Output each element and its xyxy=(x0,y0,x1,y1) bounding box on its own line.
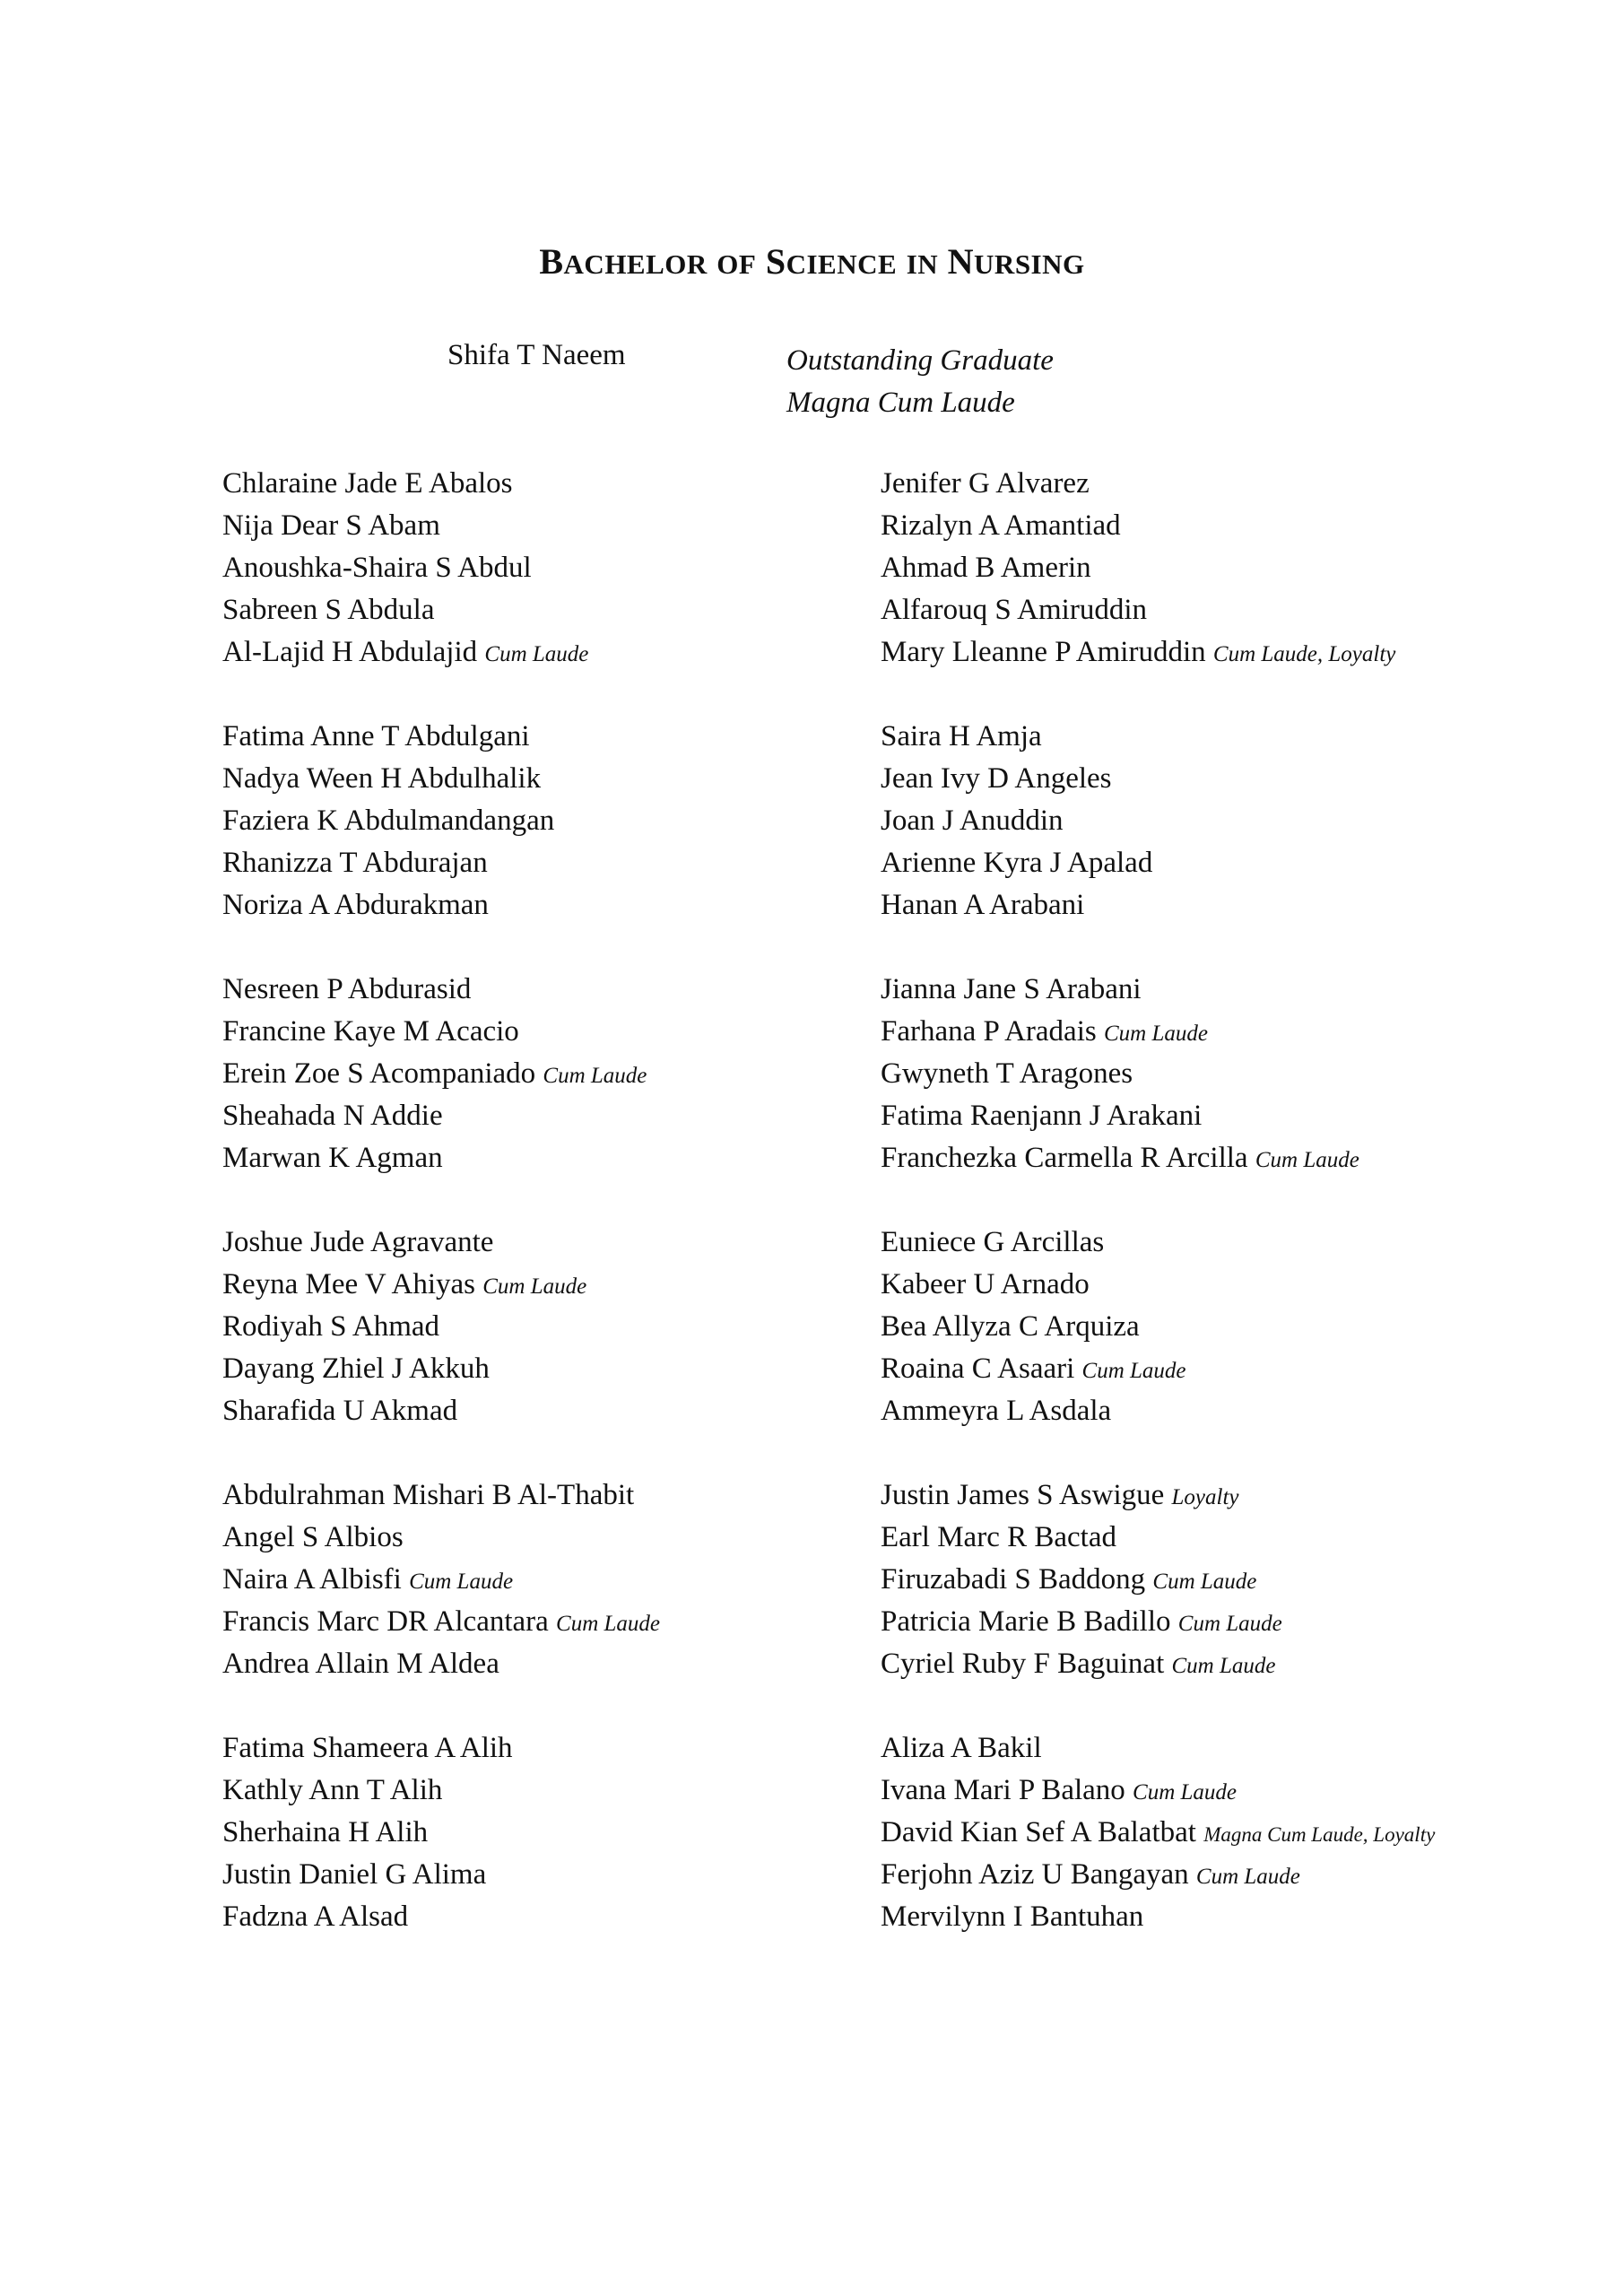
graduate-entry xyxy=(222,1896,660,1938)
graduate-name: Roaina C Asaari xyxy=(881,1352,1075,1385)
graduate-name: Nadya Ween H Abdulhalik xyxy=(222,762,542,795)
graduate-name: Justin Daniel G Alima xyxy=(222,1858,487,1891)
graduate-name: Farhana P Aradais xyxy=(881,1015,1097,1048)
graduate-name: Jenifer G Alvarez xyxy=(881,467,1090,500)
graduate-entry xyxy=(881,1601,1435,1643)
graduate-entry xyxy=(881,1770,1435,1812)
graduate-name: Sherhaina H Alih xyxy=(222,1816,429,1848)
graduate-name: Sheahada N Addie xyxy=(222,1100,443,1132)
graduate-entry xyxy=(222,716,660,758)
graduate-entry xyxy=(222,1727,660,1770)
graduate-entry xyxy=(881,1559,1435,1601)
graduate-entry xyxy=(222,842,660,884)
graduate-entry xyxy=(222,463,660,505)
graduate-name: Joshue Jude Agravante xyxy=(222,1226,494,1258)
graduate-entry xyxy=(222,800,660,842)
graduate-entry xyxy=(881,463,1435,505)
graduate-name: Joan J Anuddin xyxy=(881,804,1064,837)
title-word: NURSING xyxy=(947,241,1085,282)
graduate-group xyxy=(222,1474,660,1685)
graduate-name: Faziera K Abdulmandangan xyxy=(222,804,555,837)
graduate-honor: Cum Laude xyxy=(1171,1654,1276,1678)
graduate-entry xyxy=(222,1559,660,1601)
graduate-group xyxy=(222,463,660,674)
graduate-name: Sabreen S Abdula xyxy=(222,594,435,626)
graduate-entry xyxy=(222,969,660,1011)
graduate-name: Reyna Mee V Ahiyas xyxy=(222,1268,475,1300)
graduate-name: Erein Zoe S Acompaniado xyxy=(222,1057,536,1090)
graduate-honor: Cum Laude xyxy=(1133,1780,1238,1805)
graduate-name: Ammeyra L Asdala xyxy=(881,1395,1112,1427)
graduate-entry xyxy=(881,884,1435,926)
graduate-entry xyxy=(222,1601,660,1643)
graduate-name: Fatima Shameera A Alih xyxy=(222,1732,513,1764)
graduate-honor: Cum Laude, Loyalty xyxy=(1212,642,1396,666)
graduate-entry xyxy=(881,1474,1435,1517)
graduate-entry xyxy=(881,842,1435,884)
graduate-name: Ferjohn Aziz U Bangayan xyxy=(881,1858,1189,1891)
graduate-entry xyxy=(222,589,660,631)
graduate-honor: Cum Laude xyxy=(1081,1359,1186,1383)
graduate-name: Jean Ivy D Angeles xyxy=(881,762,1112,795)
graduate-honor: Cum Laude xyxy=(1255,1148,1359,1172)
graduate-entry xyxy=(222,1222,660,1264)
graduate-entry xyxy=(222,1011,660,1053)
graduate-name: Aliza A Bakil xyxy=(881,1732,1042,1764)
graduate-honor: Cum Laude xyxy=(409,1570,514,1594)
graduate-entry xyxy=(881,969,1435,1011)
graduate-name: Dayang Zhiel J Akkuh xyxy=(222,1352,490,1385)
graduate-name: Ahmad B Amerin xyxy=(881,552,1091,584)
graduate-entry xyxy=(222,1517,660,1559)
graduate-entry xyxy=(222,1770,660,1812)
graduate-group xyxy=(881,1727,1435,1938)
graduate-entry xyxy=(881,1011,1435,1053)
graduate-entry xyxy=(222,1053,660,1095)
graduate-honor: Cum Laude xyxy=(556,1612,661,1636)
graduate-honor: Cum Laude xyxy=(1152,1570,1257,1594)
graduate-name: Kathly Ann T Alih xyxy=(222,1774,443,1806)
graduate-name: Saira H Amja xyxy=(881,720,1042,752)
graduate-entry xyxy=(881,1812,1435,1854)
graduate-honor: Loyalty xyxy=(1171,1485,1239,1509)
graduate-name: Rodiyah S Ahmad xyxy=(222,1310,440,1343)
graduate-name: Abdulrahman Mishari B Al-Thabit xyxy=(222,1479,635,1511)
graduate-entry xyxy=(881,1896,1435,1938)
graduate-group xyxy=(222,716,660,926)
graduate-name: Noriza A Abdurakman xyxy=(222,889,489,921)
featured-graduate-honors xyxy=(786,339,1054,423)
graduate-entry xyxy=(222,884,660,926)
graduate-group xyxy=(881,716,1435,926)
graduate-entry xyxy=(881,1306,1435,1348)
graduate-entry xyxy=(222,1854,660,1896)
title-word: IN xyxy=(906,248,939,280)
page-title xyxy=(0,240,1624,283)
title-word: BACHELOR xyxy=(539,241,708,282)
graduate-entry xyxy=(222,1306,660,1348)
graduate-entry xyxy=(222,1390,660,1432)
graduate-entry xyxy=(881,1517,1435,1559)
featured-graduate-name: Shifa T Naeem xyxy=(447,339,626,371)
graduate-honor: Cum Laude xyxy=(482,1274,587,1299)
featured-honor: Magna Cum Laude xyxy=(786,387,1015,419)
graduate-name: Earl Marc R Bactad xyxy=(881,1521,1116,1553)
graduate-entry xyxy=(881,589,1435,631)
graduate-entry xyxy=(222,1474,660,1517)
graduate-name: Rhanizza T Abdurajan xyxy=(222,847,488,879)
graduate-entry xyxy=(222,505,660,547)
graduate-name: Hanan A Arabani xyxy=(881,889,1085,921)
graduate-entry xyxy=(881,800,1435,842)
graduate-name: Ivana Mari P Balano xyxy=(881,1774,1125,1806)
graduate-name: Marwan K Agman xyxy=(222,1142,443,1174)
graduate-entry xyxy=(222,547,660,589)
graduate-name: Francis Marc DR Alcantara xyxy=(222,1605,549,1638)
graduates-left-column xyxy=(222,463,660,1980)
graduate-entry xyxy=(881,716,1435,758)
graduate-entry xyxy=(881,1137,1435,1179)
graduate-name: Mervilynn I Bantuhan xyxy=(881,1900,1144,1933)
graduate-name: Angel S Albios xyxy=(222,1521,404,1553)
graduate-name: Francine Kaye M Acacio xyxy=(222,1015,519,1048)
graduate-entry xyxy=(881,1348,1435,1390)
graduate-name: Anoushka-Shaira S Abdul xyxy=(222,552,532,584)
graduate-group xyxy=(222,969,660,1179)
title-word: OF xyxy=(716,248,757,280)
graduate-entry xyxy=(222,1643,660,1685)
graduate-entry xyxy=(881,1222,1435,1264)
graduate-name: Chlaraine Jade E Abalos xyxy=(222,467,513,500)
graduate-name: Kabeer U Arnado xyxy=(881,1268,1090,1300)
graduate-name: Jianna Jane S Arabani xyxy=(881,973,1142,1005)
graduate-name: Fadzna A Alsad xyxy=(222,1900,409,1933)
graduate-name: Nija Dear S Abam xyxy=(222,509,440,542)
graduate-entry xyxy=(222,1137,660,1179)
graduate-entry xyxy=(881,758,1435,800)
graduate-honor: Cum Laude xyxy=(484,642,589,666)
graduate-name: Euniece G Arcillas xyxy=(881,1226,1105,1258)
graduate-name: Fatima Raenjann J Arakani xyxy=(881,1100,1203,1132)
graduate-entry xyxy=(881,1053,1435,1095)
graduate-name: Justin James S Aswigue xyxy=(881,1479,1165,1511)
graduate-entry xyxy=(222,1095,660,1137)
graduate-name: Naira A Albisfi xyxy=(222,1563,402,1596)
graduate-name: Patricia Marie B Badillo xyxy=(881,1605,1171,1638)
graduate-entry xyxy=(881,1264,1435,1306)
graduate-name: Mary Lleanne P Amiruddin xyxy=(881,636,1206,668)
graduate-entry xyxy=(222,1348,660,1390)
graduate-entry xyxy=(222,1812,660,1854)
graduate-name: Sharafida U Akmad xyxy=(222,1395,458,1427)
featured-honor: Outstanding Graduate xyxy=(786,344,1054,377)
graduate-name: Andrea Allain M Aldea xyxy=(222,1648,499,1680)
graduate-group xyxy=(881,969,1435,1179)
graduate-group xyxy=(881,463,1435,674)
graduate-entry xyxy=(881,1854,1435,1896)
graduate-name: Arienne Kyra J Apalad xyxy=(881,847,1153,879)
title-word: SCIENCE xyxy=(765,241,898,282)
graduate-name: Cyriel Ruby F Baguinat xyxy=(881,1648,1165,1680)
graduate-name: Alfarouq S Amiruddin xyxy=(881,594,1147,626)
graduate-entry xyxy=(881,547,1435,589)
graduate-honor: Cum Laude xyxy=(543,1064,647,1088)
graduate-name: Franchezka Carmella R Arcilla xyxy=(881,1142,1248,1174)
graduate-name: Rizalyn A Amantiad xyxy=(881,509,1121,542)
graduate-group xyxy=(222,1727,660,1938)
graduate-entry xyxy=(881,1095,1435,1137)
graduate-group xyxy=(222,1222,660,1432)
graduate-honor: Magna Cum Laude, Loyalty xyxy=(1203,1823,1436,1846)
graduate-honor: Cum Laude xyxy=(1177,1612,1282,1636)
graduate-entry xyxy=(881,1390,1435,1432)
graduate-honor: Cum Laude xyxy=(1103,1022,1208,1046)
graduate-name: Bea Allyza C Arquiza xyxy=(881,1310,1140,1343)
graduate-entry xyxy=(881,1643,1435,1685)
graduate-entry xyxy=(881,1727,1435,1770)
graduate-honor: Cum Laude xyxy=(1195,1865,1300,1889)
graduate-entry xyxy=(222,758,660,800)
graduate-entry xyxy=(222,631,660,674)
graduate-name: Nesreen P Abdurasid xyxy=(222,973,472,1005)
graduate-name: David Kian Sef A Balatbat xyxy=(881,1816,1196,1848)
graduates-right-column xyxy=(881,463,1435,1980)
graduate-name: Gwyneth T Aragones xyxy=(881,1057,1133,1090)
graduate-entry xyxy=(222,1264,660,1306)
graduate-entry xyxy=(881,505,1435,547)
graduate-group xyxy=(881,1222,1435,1432)
graduate-name: Al-Lajid H Abdulajid xyxy=(222,636,478,668)
graduate-entry xyxy=(881,631,1435,674)
graduate-name: Fatima Anne T Abdulgani xyxy=(222,720,530,752)
graduate-name: Firuzabadi S Baddong xyxy=(881,1563,1146,1596)
graduate-group xyxy=(881,1474,1435,1685)
